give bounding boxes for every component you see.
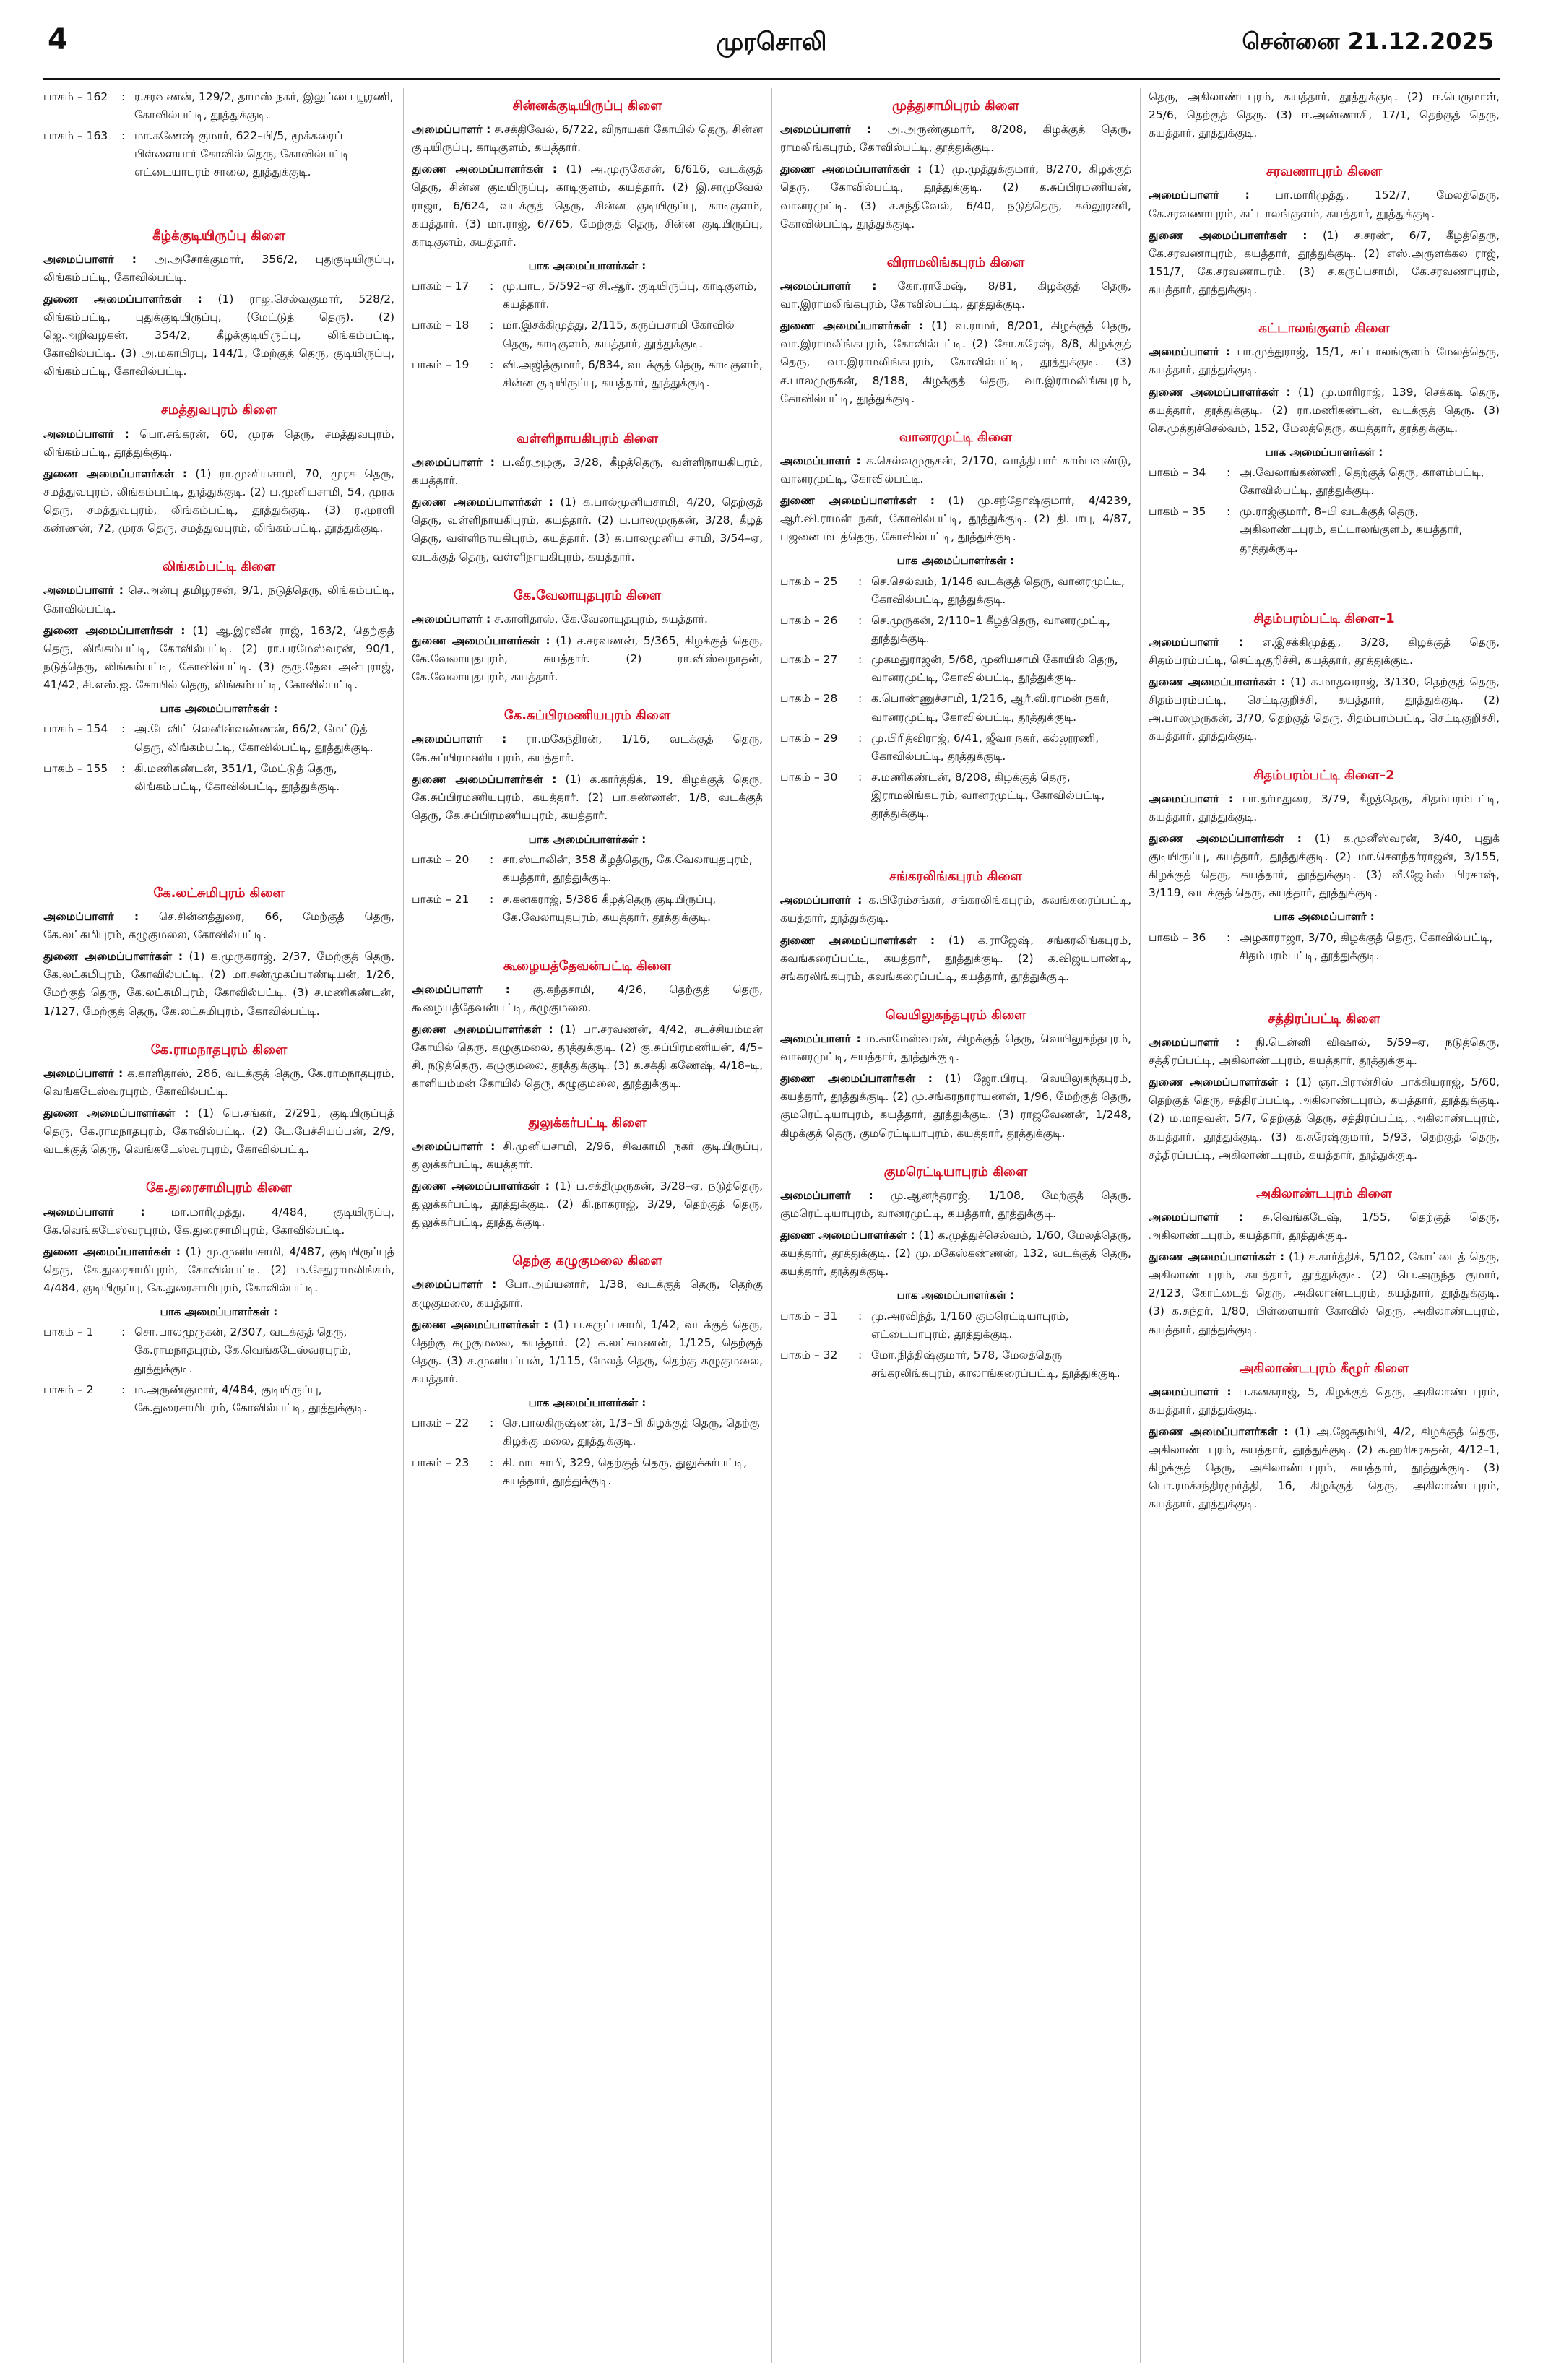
branch-title: அகிலாண்டபுரம் கீழூர் கிளை <box>1239 1360 1409 1376</box>
branch-title: வானரமுட்டி கிளை <box>899 429 1013 445</box>
branch-title: வள்ளிநாயகிபுரம் கிளை <box>517 430 658 446</box>
branch-title: சரவணாபுரம் கிளை <box>1266 164 1383 180</box>
booth-entry: பாகம் – 155 : கி.மணிகண்டன், 351/1, மேட்டுத் தெரு, லிங்கம்பட்டி, கோவில்பட்டி, தூத்துக்குடி. <box>43 761 340 793</box>
booth-entry: பாகம் – 29 : மு.பிரித்விராஜ், 6/41, ஜீவா நகர், கல்லூரணி, கோவில்பட்டி, தூத்துக்குடி. <box>780 731 1099 763</box>
booth-entry: பாகம் – 162 : ர.சரவணன், 129/2, தாமஸ் நகர், இலுப்பை யூரணி, கோவில்பட்டி, தூத்துக்குடி. <box>43 88 394 124</box>
booth-entry: பாகம் – 1 : சொ.பாலமுருகன், 2/307, வடக்குத் தெரு, கே.ராமநாதபுரம், கே.வெங்கடேஸ்வரபுரம், தூத்துக்குடி. <box>43 1325 352 1375</box>
organizer-entry: அமைப்பாளர் : க.செல்வமுருகன், 2/170, வாத்தியார் காம்பவுண்டு, வானரமுட்டி, கோவில்பட்டி. <box>780 454 1131 485</box>
branch-title: கே.துரைசாமிபுரம் கிளை <box>146 1180 292 1196</box>
booth-entry: பாகம் – 34 : அ.வேலாங்கண்ணி, தெற்குத் தெரு, காளம்பட்டி, கோவில்பட்டி, தூத்துக்குடி. <box>1149 466 1484 498</box>
deputy-organizers-entry: துணை அமைப்பாளர்கள் : (1) க.கார்த்திக், 19, கிழக்குத் தெரு, கே.சுப்பிரமணியபுரம், கயத்தார். (2) பா.சுண்ணன், 1/8, வடக்குத் தெரு, கே.சுப்பிரமணியபுரம், கயத்தார். <box>412 772 763 822</box>
booth-label: பாகம் – 162 <box>43 90 108 103</box>
booth-heading: பாக அமைப்பாளர் : <box>1274 910 1375 924</box>
organizer-entry: அமைப்பாளர் : போ.அய்யனார், 1/38, வடக்குத் தெரு, தெற்கு கழுகுமலை, கயத்தார். <box>412 1278 763 1310</box>
booth-entry: பாகம் – 30 : ச.மணிகண்டன், 8/208, கிழக்குத் தெரு, இராமலிங்கபுரம், வானரமுட்டி, கோவில்பட்டி, தூத்துக்குடி. <box>780 770 1105 821</box>
booth-heading: பாக அமைப்பாளர்கள் : <box>160 702 278 716</box>
booth-heading: பாக அமைப்பாளர்கள் : <box>896 554 1015 568</box>
organizer-entry: அமைப்பாளர் : ப.வீரஅழகு, 3/28, கீழத்தெரு, வள்ளிநாயகிபுரம், கயத்தார். <box>412 456 763 488</box>
booth-heading: பாக அமைப்பாளர்கள் : <box>528 1396 647 1410</box>
branch-title: கீழ்க்குடியிருப்பு கிளை <box>152 228 285 243</box>
branch-title: சங்கரலிங்கபுரம் கிளை <box>889 869 1022 885</box>
booth-heading: பாக அமைப்பாளர்கள் : <box>160 1305 278 1319</box>
page-number: 4 <box>48 23 68 56</box>
deputy-organizers-entry: துணை அமைப்பாளர்கள் : (1) க.முத்துச்செல்வம், 1/60, மேலத்தெரு, கயத்தார், தூத்துக்குடி. (2) மு.மகேஸ்கண்ணன், 132, வடக்குத் தெரு, கயத்தார், தூத்துக்குடி. <box>780 1229 1131 1278</box>
deputy-organizers-entry: துணை அமைப்பாளர்கள் : (1) ச.சரவணன், 5/365, கிழக்குத் தெரு, கே.வேலாயுதபுரம், கயத்தார். (2) ரா.விஸ்வநாதன், கே.வேலாயுதபுரம், கயத்தார். <box>412 633 763 684</box>
booth-heading: பாக அமைப்பாளர்கள் : <box>528 259 647 272</box>
organizer-entry: அமைப்பாளர் : செ.சின்னத்துரை, 66, மேற்குத் தெரு, கே.லட்சுமிபுரம், கழுகுமலை, கோவில்பட்டி. <box>43 909 394 942</box>
booth-text: ர.சரவணன், 129/2, தாமஸ் நகர், இலுப்பை யூரணி, கோவில்பட்டி, தூத்துக்குடி. <box>134 90 394 122</box>
organizer-entry: அமைப்பாளர் : கோ.ராமேஷ், 8/81, கிழக்குத் தெரு, வா.இராமலிங்கபுரம், கோவில்பட்டி, தூத்துக்குடி. <box>780 279 1131 311</box>
organizer-entry: அமைப்பாளர் : க.பிரேம்சங்கர், சங்கரலிங்கபுரம், கவங்கரைப்பட்டி, கயத்தார், தூத்துக்குடி. <box>780 893 1131 925</box>
branch-title: சிதம்பரம்பட்டி கிளை–2 <box>1253 767 1395 783</box>
booth-entry: பாகம் – 25 : செ.செல்வம், 1/146 வடக்குத் தெரு, வானரமுட்டி, கோவில்பட்டி, தூத்துக்குடி. <box>780 574 1125 606</box>
organizer-entry: அமைப்பாளர் : நி.டென்னி விஷால், 5/59–ஏ, நடுத்தெரு, சத்திரப்பட்டி, அகிலாண்டபுரம், கயத்தார், தூத்துக்குடி. <box>1149 1035 1500 1068</box>
organizer-entry: அமைப்பாளர் : ரா.மகேந்திரன், 1/16, வடக்குத் தெரு, கே.சுப்பிரமணியபுரம், கயத்தார். <box>412 732 763 764</box>
branch-title: சத்திரப்பட்டி கிளை <box>1268 1011 1380 1026</box>
booth-entry: பாகம் – 18 : மா.இசக்கிமுத்து, 2/115, கருப்பசாமி கோவில் தெரு, காடிகுளம், கயத்தார், தூத்துக்குடி. <box>412 319 735 350</box>
branch-title: சமத்துவபுரம் கிளை <box>160 402 277 418</box>
deputy-organizers-entry: துணை அமைப்பாளர்கள் : (1) ஆ.இரவீன் ராஜ், 163/2, தெற்குத் தெரு, லிங்கம்பட்டி, கோவில்பட்டி. (2) ரா.பரமேஸ்வரன், 90/1, நடுத்தெரு, லிங்கம்பட்டி, கோவில்பட்டி. (3) குரு.தேவ அன்புராஜ், 41/42, சி.எஸ்.ஐ. கோயில் தெரு, லிங்கம்பட்டி, கோவில்பட்டி. <box>43 623 394 691</box>
deputy-organizers-entry: துணை அமைப்பாளர்கள் : (1) ஞா.பிரான்சிஸ் பாக்கியராஜ், 5/60, தெற்குத் தெரு, சத்திரப்பட்டி, அகிலாண்டபுரம், கயத்தார், தூத்துக்குடி. (2) ம.மாதவன், 5/7, தெற்குத் தெரு, சத்திரப்பட்டி, அகிலாண்டபுரம், கயத்தார், தூத்துக்குடி. (3) க.சுரேஷ்குமார், 5/93, தெற்குத் தெரு, சத்திரப்பட்டி, அகிலாண்டபுரம், கயத்தார், தூத்துக்குடி. <box>1149 1076 1500 1161</box>
booth-entry: பாகம் – 2 : ம.அருண்குமார், 4/484, குடியிருப்பு, கே.துரைசாமிபுரம், கோவில்பட்டி, தூத்துக்குடி. <box>43 1382 368 1414</box>
deputy-organizers-entry: துணை அமைப்பாளர்கள் : (1) க.மாதவராஜ், 3/130, தெற்குத் தெரு, சிதம்பரம்பட்டி, செட்டிகுறிச்சி, கயத்தார், தூத்துக்குடி. (2) அ.பாலமுருகன், 3/70, தெற்குத் தெரு, சிதம்பரம்பட்டி, செட்டிகுறிச்சி, கயத்தார், தூத்துக்குடி. <box>1149 675 1500 743</box>
booth-heading: பாக அமைப்பாளர்கள் : <box>528 832 647 846</box>
booth-entry: பாகம் – 19 : வி.அஜித்குமார், 6/834, வடக்குத் தெரு, காடிகுளம், சின்ன குடியிருப்பு, கயத்தார், தூத்துக்குடி. <box>412 358 763 389</box>
deputy-organizers-entry: துணை அமைப்பாளர்கள் : (1) ப.சக்திமுருகன், 3/28–ஏ, நடுத்தெரு, துலுக்கர்பட்டி, தூத்துக்குடி. (2) கி.நாகராஜ், 3/29, தெற்குத் தெரு, துலுக்கர்பட்டி, தூத்துக்குடி. <box>412 1179 763 1229</box>
paper-name: முரசொலி <box>716 27 827 56</box>
deputy-organizers-entry: துணை அமைப்பாளர்கள் : (1) ச.சரண், 6/7, கீழத்தெரு, கே.சரவணாபுரம், கயத்தார், தூத்துக்குடி. (2) எஸ்.அருளக்கல ராஜ், 151/7, கே.சரவணாபுரம். (3) ச.கருப்பசாமி, கே.சரவணாபுரம், கயத்தார், தூத்துக்குடி. <box>1149 228 1500 297</box>
branch-title: சின்னக்குடியிருப்பு கிளை <box>512 98 662 113</box>
deputy-organizers-entry: துணை அமைப்பாளர்கள் : (1) ப.கருப்பசாமி, 1/42, வடக்குத் தெரு, தெற்கு கழுகுமலை, கயத்தார். (2) க.லட்சுமணன், 1/125, தெற்குத் தெரு. (3) ச.முனியப்பன், 1/115, மேலத் தெரு, தெற்கு கழுகுமலை, கயத்தார். <box>412 1317 763 1385</box>
branch-title: கே.வேலாயுதபுரம் கிளை <box>513 587 662 603</box>
booth-entry: பாகம் – 27 : முகமதுராஜன், 5/68, முனியசாமி கோயில் தெரு, வானரமுட்டி, கோவில்பட்டி, தூத்துக்குடி. <box>780 653 1118 685</box>
column-1 <box>43 88 394 2363</box>
deputy-organizers-entry: துணை அமைப்பாளர்கள் : (1) ராஜ.செல்வகுமார், 528/2, லிங்கம்பட்டி, புதுக்குடியிருப்பு, (மேட்டுத் தெரு). (2) ஜெ.அறிவழகன், 354/2, கீழக்குடியிருப்பு, லிங்கம்பட்டி, கோவில்பட்டி. (3) அ.மகாபிரபு, 144/1, மேற்குத் தெரு, குடியிருப்பு, லிங்கம்பட்டி, கோவில்பட்டி. <box>43 292 394 378</box>
booth-heading: பாக அமைப்பாளர்கள் : <box>1265 445 1383 459</box>
booth-entry: பாகம் – 20 : சா.ஸ்டாலின், 358 கீழத்தெரு, கே.வேலாயுதபுரம், கயத்தார், தூத்துக்குடி. <box>412 853 753 885</box>
branch-title: அகிலாண்டபுரம் கிளை <box>1256 1185 1392 1201</box>
organizer-entry: அமைப்பாளர் : பா.மாரிமுத்து, 152/7, மேலத்தெரு, கே.சரவணாபுரம், கட்டாலங்குளம், கயத்தார், தூத்துக்குடி. <box>1149 189 1500 220</box>
branch-title: லிங்கம்பட்டி கிளை <box>162 559 276 575</box>
booth-text: மா.கணேஷ் குமார், 622–பி/5, மூக்கரைப் பிள்ளையார் கோவில் தெரு, கோவில்பட்டி எட்டையாபுரம் சாலை, தூத்துக்குடி. <box>134 129 350 179</box>
branch-title: முத்துசாமிபுரம் கிளை <box>892 98 1019 113</box>
booth-heading: பாக அமைப்பாளர்கள் : <box>896 1289 1015 1302</box>
organizer-entry: அமைப்பாளர் : எ.இசக்கிமுத்து, 3/28, கிழக்குத் தெரு, சிதம்பரம்பட்டி, செட்டிகுறிச்சி, கயத்தார், தூத்துக்குடி. <box>1149 635 1500 667</box>
booth-entry: பாகம் – 163 : மா.கணேஷ் குமார், 622–பி/5, மூக்கரைப் பிள்ளையார் கோவில் தெரு, கோவில்பட்டி எட்டையாபுரம் சாலை, தூத்துக்குடி. <box>43 127 394 181</box>
deputy-organizers-entry: துணை அமைப்பாளர்கள் : (1) க.முனீஸ்வரன், 3/40, புதுக் குடியிருப்பு, கயத்தார், தூத்துக்குடி. (2) மா.செளந்தர்ராஜன், 3/155, கிழக்குத் தெரு, கயத்தார், தூத்துக்குடி. (3) வீ.ஜேம்ஸ் பிரகாஷ், 3/119, வடக்குத் தெரு, கயத்தார், தூத்துக்குடி. <box>1149 831 1500 900</box>
deputy-organizers-entry: துணை அமைப்பாளர்கள் : (1) க.பால்முனியசாமி, 4/20, தெற்குத் தெரு, வள்ளிநாயகிபுரம், கயத்தார். (2) ப.பாலமுருகன், 3/28, கீழத் தெரு, வள்ளிநாயகிபுரம், கயத்தார். (3) க.பாலமுனிய சாமி, 3/54–ஏ, வடக்குத் தெரு, வள்ளிநாயகிபுரம், கயத்தார். <box>412 496 763 563</box>
organizer-entry: அமைப்பாளர் : கு.கந்தசாமி, 4/26, தெற்குத் தெரு, கூழையத்தேவன்பட்டி, கழுகுமலை. <box>412 982 763 1014</box>
organizer-entry: அமைப்பாளர் : ப.கனகராஜ், 5, கிழக்குத் தெரு, அகிலாண்டபுரம், கயத்தார், தூத்துக்குடி. <box>1149 1385 1500 1416</box>
branch-title: கே.ராமநாதபுரம் கிளை <box>150 1042 288 1057</box>
organizer-entry: அமைப்பாளர் : ச.சக்திவேல், 6/722, விநாயகர் கோயில் தெரு, சின்ன குடியிருப்பு, காடிகுளம், கயத்தார். <box>412 123 763 155</box>
organizer-entry: அமைப்பாளர் : மா.மாரிமுத்து, 4/484, குடியிருப்பு, கே.வெங்கடேஸ்வரபுரம், கே.துரைசாமிபுரம், கோவில்பட்டி. <box>43 1205 394 1237</box>
deputy-organizers-entry: துணை அமைப்பாளர்கள் : (1) மு.மாரிராஜ், 139, செக்கடி தெரு, கயத்தார், தூத்துக்குடி. (2) ரா.மணிகண்டன், வடக்குத் தெரு. (3) செ.முத்துச்செல்வம், 152, மேலத்தெரு, கயத்தார், தூத்துக்குடி. <box>1149 385 1500 435</box>
organizer-entry: அமைப்பாளர் : க.காளிதாஸ், 286, வடக்குத் தெரு, கே.ராமநாதபுரம், வெங்கடேஸ்வரபுரம், கோவில்பட்டி. <box>43 1066 394 1098</box>
deputy-organizers-entry: துணை அமைப்பாளர்கள் : (1) ரா.முனியசாமி, 70, முரசு தெரு, சமத்துவபுரம், லிங்கம்பட்டி, தூத்துக்குடி. (2) ப.முனியசாமி, 54, முரசு தெரு, சமத்துவபுரம், லிங்கம்பட்டி, தூத்துக்குடி. (3) ர.முரளி கண்ணன், 72, முரசு தெரு, சமத்துவபுரம், லிங்கம்பட்டி, தூத்துக்குடி. <box>43 467 394 535</box>
booth-entry: பாகம் – 35 : மு.ராஜ்குமார், 8–பி வடக்குத் தெரு, அகிலாண்டபுரம், கட்டாலங்குளம், கயத்தார், தூத்துக்குடி. <box>1149 505 1463 555</box>
article-columns <box>43 88 1500 2363</box>
header-rule <box>43 78 1500 80</box>
column-4 <box>1149 88 1500 2363</box>
organizer-entry: அமைப்பாளர் : மு.ஆனந்தராஜ், 1/108, மேற்குத் தெரு, குமரெட்டியாபுரம், வானரமுட்டி, கயத்தார், தூத்துக்குடி. <box>780 1188 1131 1220</box>
branch-title: கட்டாலங்குளம் கிளை <box>1258 321 1390 337</box>
organizer-entry: அமைப்பாளர் : செ.அன்பு தமிழரசன், 9/1, நடுத்தெரு, லிங்கம்பட்டி, கோவில்பட்டி. <box>43 584 394 615</box>
booth-entry: பாகம் – 36 : அழகாராஜா, 3/70, கிழக்குத் தெரு, கோவில்பட்டி, சிதம்பரம்பட்டி, தூத்துக்குடி. <box>1149 930 1493 962</box>
masthead <box>43 20 1500 71</box>
deputy-organizers-entry: துணை அமைப்பாளர்கள் : (1) வ.ராமர், 8/201, கிழக்குத் தெரு, வா.இராமலிங்கபுரம், கோவில்பட்டி. (2) சோ.சுரேஷ், 8/8, கிழக்குத் தெரு, வா.இராமலிங்கபுரம், கோவில்பட்டி, தூத்துக்குடி. (3) ச.பாலமுருகன், 8/188, கிழக்குத் தெரு, வா.இராமலிங்கபுரம், கோவில்பட்டி, தூத்துக்குடி. <box>780 319 1131 405</box>
continued-text: தெரு, அகிலாண்டபுரம், கயத்தார், தூத்துக்குடி. (2) ஈ.பெருமாள், 25/6, தெற்குத் தெரு. (3) ஈ.அண்ணாசி, 17/1, தெற்குத் தெரு, கயத்தார், தூத்துக்குடி. <box>1149 90 1500 140</box>
deputy-organizers-entry: துணை அமைப்பாளர்கள் : (1) க.ராஜேஷ், சங்கரலிங்கபுரம், கவங்கரைப்பட்டி, கயத்தார், தூத்துக்குடி. (2) க.விஜயபாண்டி, சங்கரலிங்கபுரம், கவங்கரைப்பட்டி, கயத்தார், தூத்துக்குடி. <box>780 933 1131 983</box>
branch-title: கே.லட்சுமிபுரம் கிளை <box>153 885 285 901</box>
column-divider <box>403 88 404 2363</box>
organizer-entry: அமைப்பாளர் : அ.அசோக்குமார், 356/2, புதுகுடியிருப்பு, லிங்கம்பட்டி, கோவில்பட்டி. <box>43 252 394 284</box>
booth-entry: பாகம் – 31 : மு.அரவிந்த், 1/160 குமரெட்டியாபுரம், எட்டையாபுரம், தூத்துக்குடி. <box>780 1309 1069 1341</box>
column-divider <box>1140 88 1141 2363</box>
organizer-entry: அமைப்பாளர் : ம.காமேஸ்வரன், கிழக்குத் தெரு, வெயிலுகந்தபுரம், வானரமுட்டி, கயத்தார், தூத்துக்குடி. <box>780 1032 1131 1064</box>
organizer-entry: அமைப்பாளர் : சி.முனியசாமி, 2/96, சிவகாமி நகர் குடியிருப்பு, துலுக்கர்பட்டி, கயத்தார். <box>412 1139 763 1171</box>
deputy-organizers-entry: துணை அமைப்பாளர்கள் : (1) பா.சரவணன், 4/42, சடச்சியம்மன் கோயில் தெரு, கழுகுமலை, தூத்துக்குடி. (2) கு.சுப்பிரமணியன், 4/5–சி, நடுத்தெரு, கழுகுமலை, தூத்துக்குடி. (3) க.சக்தி கணேஷ், 4/18–டி, காளியம்மன் கோயில் தெரு, கழுகுமலை, தூத்துக்குடி. <box>412 1023 763 1091</box>
branch-title: விராமலிங்கபுரம் கிளை <box>886 254 1025 270</box>
organizer-entry: அமைப்பாளர் : ச.காளிதாஸ், கே.வேலாயுதபுரம், கயத்தார். <box>412 612 708 626</box>
column-2 <box>412 88 763 2363</box>
deputy-organizers-entry: துணை அமைப்பாளர்கள் : (1) மு.சந்தோஷ்குமார், 4/4239, ஆர்.வி.ராமன் நகர், கோவில்பட்டி, தூத்துக்குடி. (2) தி.பாபு, 4/87, பஜனை மடத்தெரு, கோவில்பட்டி, தூத்துக்குடி. <box>780 494 1131 544</box>
organizer-entry: அமைப்பாளர் : சு.வெங்கடேஷ், 1/55, தெற்குத் தெரு, அகிலாண்டபுரம், கயத்தார், தூத்துக்குடி. <box>1149 1210 1500 1242</box>
booth-entry: பாகம் – 154 : அ.டேவிட் லெனின்வண்ணன், 66/2, மேட்டுத் தெரு, லிங்கம்பட்டி, கோவில்பட்டி, தூத்துக்குடி. <box>43 722 373 754</box>
deputy-organizers-entry: துணை அமைப்பாளர்கள் : (1) அ.முருகேசன், 6/616, வடக்குத் தெரு, சின்ன குடியிருப்பு, காடிகுளம், கயத்தார். (2) இ.சாமுவேல் ராஜா, 6/624, வடக்குத் தெரு, சின்ன குடியிருப்பு, காடிகுளம், கயத்தார். (3) மா.ராஜ், 6/765, மேற்குத் தெரு, சின்ன குடியிருப்பு, காடிகுளம், கயத்தார். <box>412 163 763 248</box>
branch-title: குமரெட்டியாபுரம் கிளை <box>883 1164 1028 1180</box>
booth-entry: பாகம் – 17 : மு.பாபு, 5/592–ஏ சி.ஆர். குடியிருப்பு, காடிகுளம், கயத்தார். <box>412 280 757 311</box>
organizer-entry: அமைப்பாளர் : பா.தர்மதுரை, 3/79, கீழத்தெரு, சிதம்பரம்பட்டி, கயத்தார், தூத்துக்குடி. <box>1149 792 1500 823</box>
deputy-organizers-entry: துணை அமைப்பாளர்கள் : (1) ச.கார்த்திக், 5/102, கோட்டைத் தெரு, அகிலாண்டபுரம், கயத்தார், தூத்துக்குடி. (2) பெ.அருந்த குமார், 2/123, கோட்டைத் தெரு, அகிலாண்டபுரம், கயத்தார், தூத்துக்குடி. (3) க.சுந்தர், 1/80, பிள்ளையார் கோவில் தெரு, அகிலாண்டபுரம், கயத்தார், தூத்துக்குடி. <box>1149 1250 1500 1336</box>
branch-title: தெற்கு கழுகுமலை கிளை <box>512 1253 662 1269</box>
deputy-organizers-entry: துணை அமைப்பாளர்கள் : (1) மு.முத்துக்குமார், 8/270, கிழக்குத் தெரு, கோவில்பட்டி, தூத்துக்குடி. (2) க.சுப்பிரமணியன், வானரமுட்டி. (3) ச.சந்திவேல், 6/40, நடுத்தெரு, கல்லூரணி, கோவில்பட்டி, தூத்துக்குடி. <box>780 163 1131 230</box>
deputy-organizers-entry: துணை அமைப்பாளர்கள் : (1) க.முருகராஜ், 2/37, மேற்குத் தெரு, கே.லட்சுமிபுரம், கோவில்பட்டி. (2) மா.சண்முகப்பாண்டியன், 1/26, மேற்குத் தெரு, கே.லட்சுமிபுரம், கோவில்பட்டி. (3) ச.மணிகண்டன், 1/127, மேற்குத் தெரு, கே.லட்சுமிபுரம், கோவில்பட்டி. <box>43 950 394 1018</box>
deputy-organizers-entry: துணை அமைப்பாளர்கள் : (1) அ.ஜேசுதம்பி, 4/2, கிழக்குத் தெரு, அகிலாண்டபுரம், கயத்தார், தூத்துக்குடி. (2) க.ஹரிகரசுதன், 4/12–1, கிழக்குத் தெரு, அகிலாண்டபுரம், கயத்தார், தூத்துக்குடி. (3) பொ.ரமச்சந்திரமூர்த்தி, 16, கிழக்குத் தெரு, அகிலாண்டபுரம், கயத்தார், தூத்துக்குடி. <box>1149 1425 1500 1511</box>
booth-label: பாகம் – 163 <box>43 129 108 143</box>
booth-entry: பாகம் – 28 : க.பொண்ணுச்சாமி, 1/216, ஆர்.வி.ராமன் நகர், வானரமுட்டி, கோவில்பட்டி, தூத்துக்குடி. <box>780 692 1110 724</box>
branch-title: கூழையத்தேவன்பட்டி கிளை <box>503 958 672 974</box>
deputy-organizers-entry: துணை அமைப்பாளர்கள் : (1) ஜோ.பிரபு, வெயிலுகந்தபுரம், கயத்தார், தூத்துக்குடி. (2) மு.சங்கரநாராயணன், 1/96, மேற்குத் தெரு, குமரெட்டியாபுரம், கயத்தார், தூத்துக்குடி. (3) ராஜவேணன், 1/248, கிழக்குத் தெரு, குமரெட்டியாபுரம், கயத்தார், தூத்துக்குடி. <box>780 1072 1131 1140</box>
dateline: சென்னை 21.12.2025 <box>1242 27 1494 55</box>
branch-title: சிதம்பரம்பட்டி கிளை–1 <box>1253 610 1395 626</box>
column-3 <box>780 88 1131 2363</box>
deputy-organizers-entry: துணை அமைப்பாளர்கள் : (1) பெ.சங்கர், 2/291, குடியிருப்புத் தெரு, கே.ராமநாதபுரம், கோவில்பட்டி. (2) டே.பேச்சியப்பன், 2/9, வடக்குத் தெரு, வெங்கடேஸ்வரபுரம், கோவில்பட்டி. <box>43 1107 394 1156</box>
organizer-entry: அமைப்பாளர் : அ.அருண்குமார், 8/208, கிழக்குத் தெரு, ராமலிங்கபுரம், கோவில்பட்டி, தூத்துக்குடி. <box>780 123 1131 155</box>
booth-entry: பாகம் – 22 : செ.பாலகிருஷ்ணன், 1/3–பி கிழக்குத் தெரு, தெற்கு கிழக்கு மலை, தூத்துக்குடி. <box>412 1416 760 1448</box>
organizer-entry: அமைப்பாளர் : பொ.சங்கரன், 60, முரசு தெரு, சமத்துவபுரம், லிங்கம்பட்டி, தூத்துக்குடி. <box>43 427 394 459</box>
booth-entry: பாகம் – 26 : செ.முருகன், 2/110–1 கீழத்தெரு, வானரமுட்டி, தூத்துக்குடி. <box>780 613 1110 646</box>
branch-title: வெயிலுகந்தபுரம் கிளை <box>885 1007 1026 1023</box>
branch-title: கே.சுப்பிரமணியபுரம் கிளை <box>503 708 671 724</box>
organizer-entry: அமைப்பாளர் : பா.முத்துராஜ், 15/1, கட்டாலங்குளம் மேலத்தெரு, கயத்தார், தூத்துக்குடி. <box>1149 345 1500 377</box>
booth-entry: பாகம் – 21 : ச.கனகராஜ், 5/386 கீழத்தெரு குடியிருப்பு, கே.வேலாயுதபுரம், கயத்தார், தூத்துக்குடி. <box>412 892 717 924</box>
deputy-organizers-entry: துணை அமைப்பாளர்கள் : (1) மு.முனியசாமி, 4/487, குடியிருப்புத் தெரு, கே.துரைசாமிபுரம், கோவில்பட்டி. (2) ம.சேதுராமலிங்கம், 4/484, குடியிருப்பு, கே.துரைசாமிபுரம், கோவில்பட்டி. <box>43 1245 394 1294</box>
booth-entry: பாகம் – 23 : கி.மாடசாமி, 329, தெற்குத் தெரு, துலுக்கர்பட்டி, கயத்தார், தூத்துக்குடி. <box>412 1455 748 1487</box>
booth-entry: பாகம் – 32 : மோ.நித்திஷ்குமார், 578, மேலத்தெரு சங்கரலிங்கபுரம், காலாங்கரைப்பட்டி, தூத்துக்குடி. <box>780 1348 1120 1380</box>
branch-title: துலுக்கர்பட்டி கிளை <box>528 1115 647 1130</box>
